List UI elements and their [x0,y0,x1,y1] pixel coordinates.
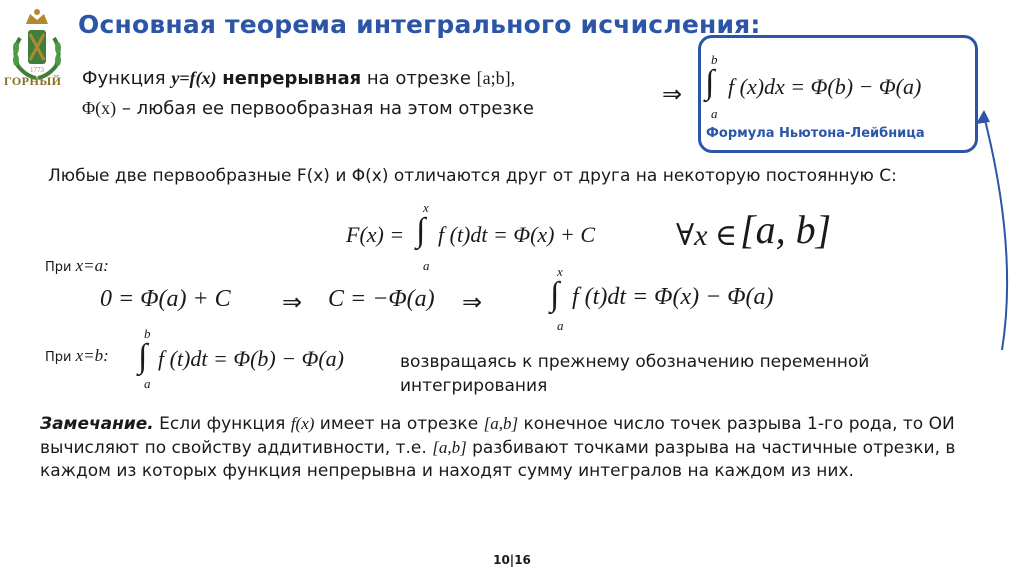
text: разбивают точками разрыва на частичные отрезки, в каждом из которых функция непрерывна и находят сумму интегралов на каждом из них. [40,438,956,481]
text: – любая ее первообразная на этом отрезке [121,98,534,119]
case2-label [45,346,109,366]
case1-equation: 0 = Φ(a) + C [100,286,231,312]
interval: [a,b] [483,414,519,433]
remark-label: Замечание. [40,414,154,434]
case1-integral: f (t)dt = Φ(x) − Φ(a) [572,284,774,310]
integral-sign: ∫ [705,64,715,101]
function-name: y=f(x) [171,68,217,88]
text: конечное число точек разрыва 1-го рода, то ОИ вычисляют по свойству аддитивности, т.е. [40,414,955,458]
case2-integral-sign: ∫ [138,338,148,375]
antiderivatives-statement: Любые две первообразные F(x) и Φ(x) отличаются друг от друга на некоторую постоянную С: [48,166,897,186]
antiderivative: Φ(x) [82,98,117,118]
case1-upper: x [557,264,563,279]
forall-expression: ∀x ∈ [676,219,738,252]
case1-integral-sign: ∫ [550,276,560,313]
implies-symbol: ⇒ [462,288,483,316]
bold-term: непрерывная [222,68,362,89]
eq1-integral-sign: ∫ [416,212,426,249]
case2-comment-line-2: интегрирования [400,376,548,396]
newton-leibniz-formula: f (x)dx = Φ(b) − Φ(a) [728,74,922,99]
interval: [a,b] [432,438,467,457]
theorem-line-1 [82,68,515,89]
interval: [a;b], [476,68,516,88]
forall-interval: [a, b] [740,207,832,252]
case1-label [45,256,109,276]
eq1-lower: a [423,258,430,273]
case2-upper: b [144,326,151,341]
case1-result: C = −Φ(a) [328,286,435,312]
slide-title: Основная теорема интегрального исчисления: [78,10,761,39]
case2-lower: a [144,376,151,391]
implies-symbol: ⇒ [662,80,683,108]
text: имеет на отрезке [314,414,484,434]
eq1-right: f (t)dt = Φ(x) + C [438,222,596,247]
case1-condition: x=a: [75,256,109,275]
crossed-hammers-icon [28,30,46,64]
case2-integral: f (t)dt = Φ(b) − Φ(a) [158,346,344,371]
text: Функция [82,68,166,89]
case2-comment-line-1: возвращаясь к прежнему обозначению переменной [400,352,870,372]
formula-caption: Формула Ньютона-Лейбница [706,126,925,141]
logo-caption: ГОРНЫЙ [4,74,62,88]
text: Если функция [153,414,291,434]
function-name: f(x) [290,414,315,433]
integral-lower-limit: a [711,106,718,121]
university-logo [6,4,68,104]
text: При [45,260,72,275]
page-number: 10|16 [493,553,531,567]
case2-condition: x=b: [75,346,109,365]
case1-lower: a [557,318,564,333]
text: При [45,350,72,365]
eq1-upper: x [423,200,429,215]
theorem-line-2 [82,98,534,119]
integral-upper-limit: b [711,52,718,67]
crown-icon [26,9,48,24]
implies-symbol: ⇒ [282,288,303,316]
logo-year: 1773 [30,66,44,74]
pointer-arrow-icon [960,100,1020,360]
remark-paragraph [40,412,1000,483]
eq1-left: F(x) = [346,222,405,247]
text: на отрезке [366,68,471,89]
